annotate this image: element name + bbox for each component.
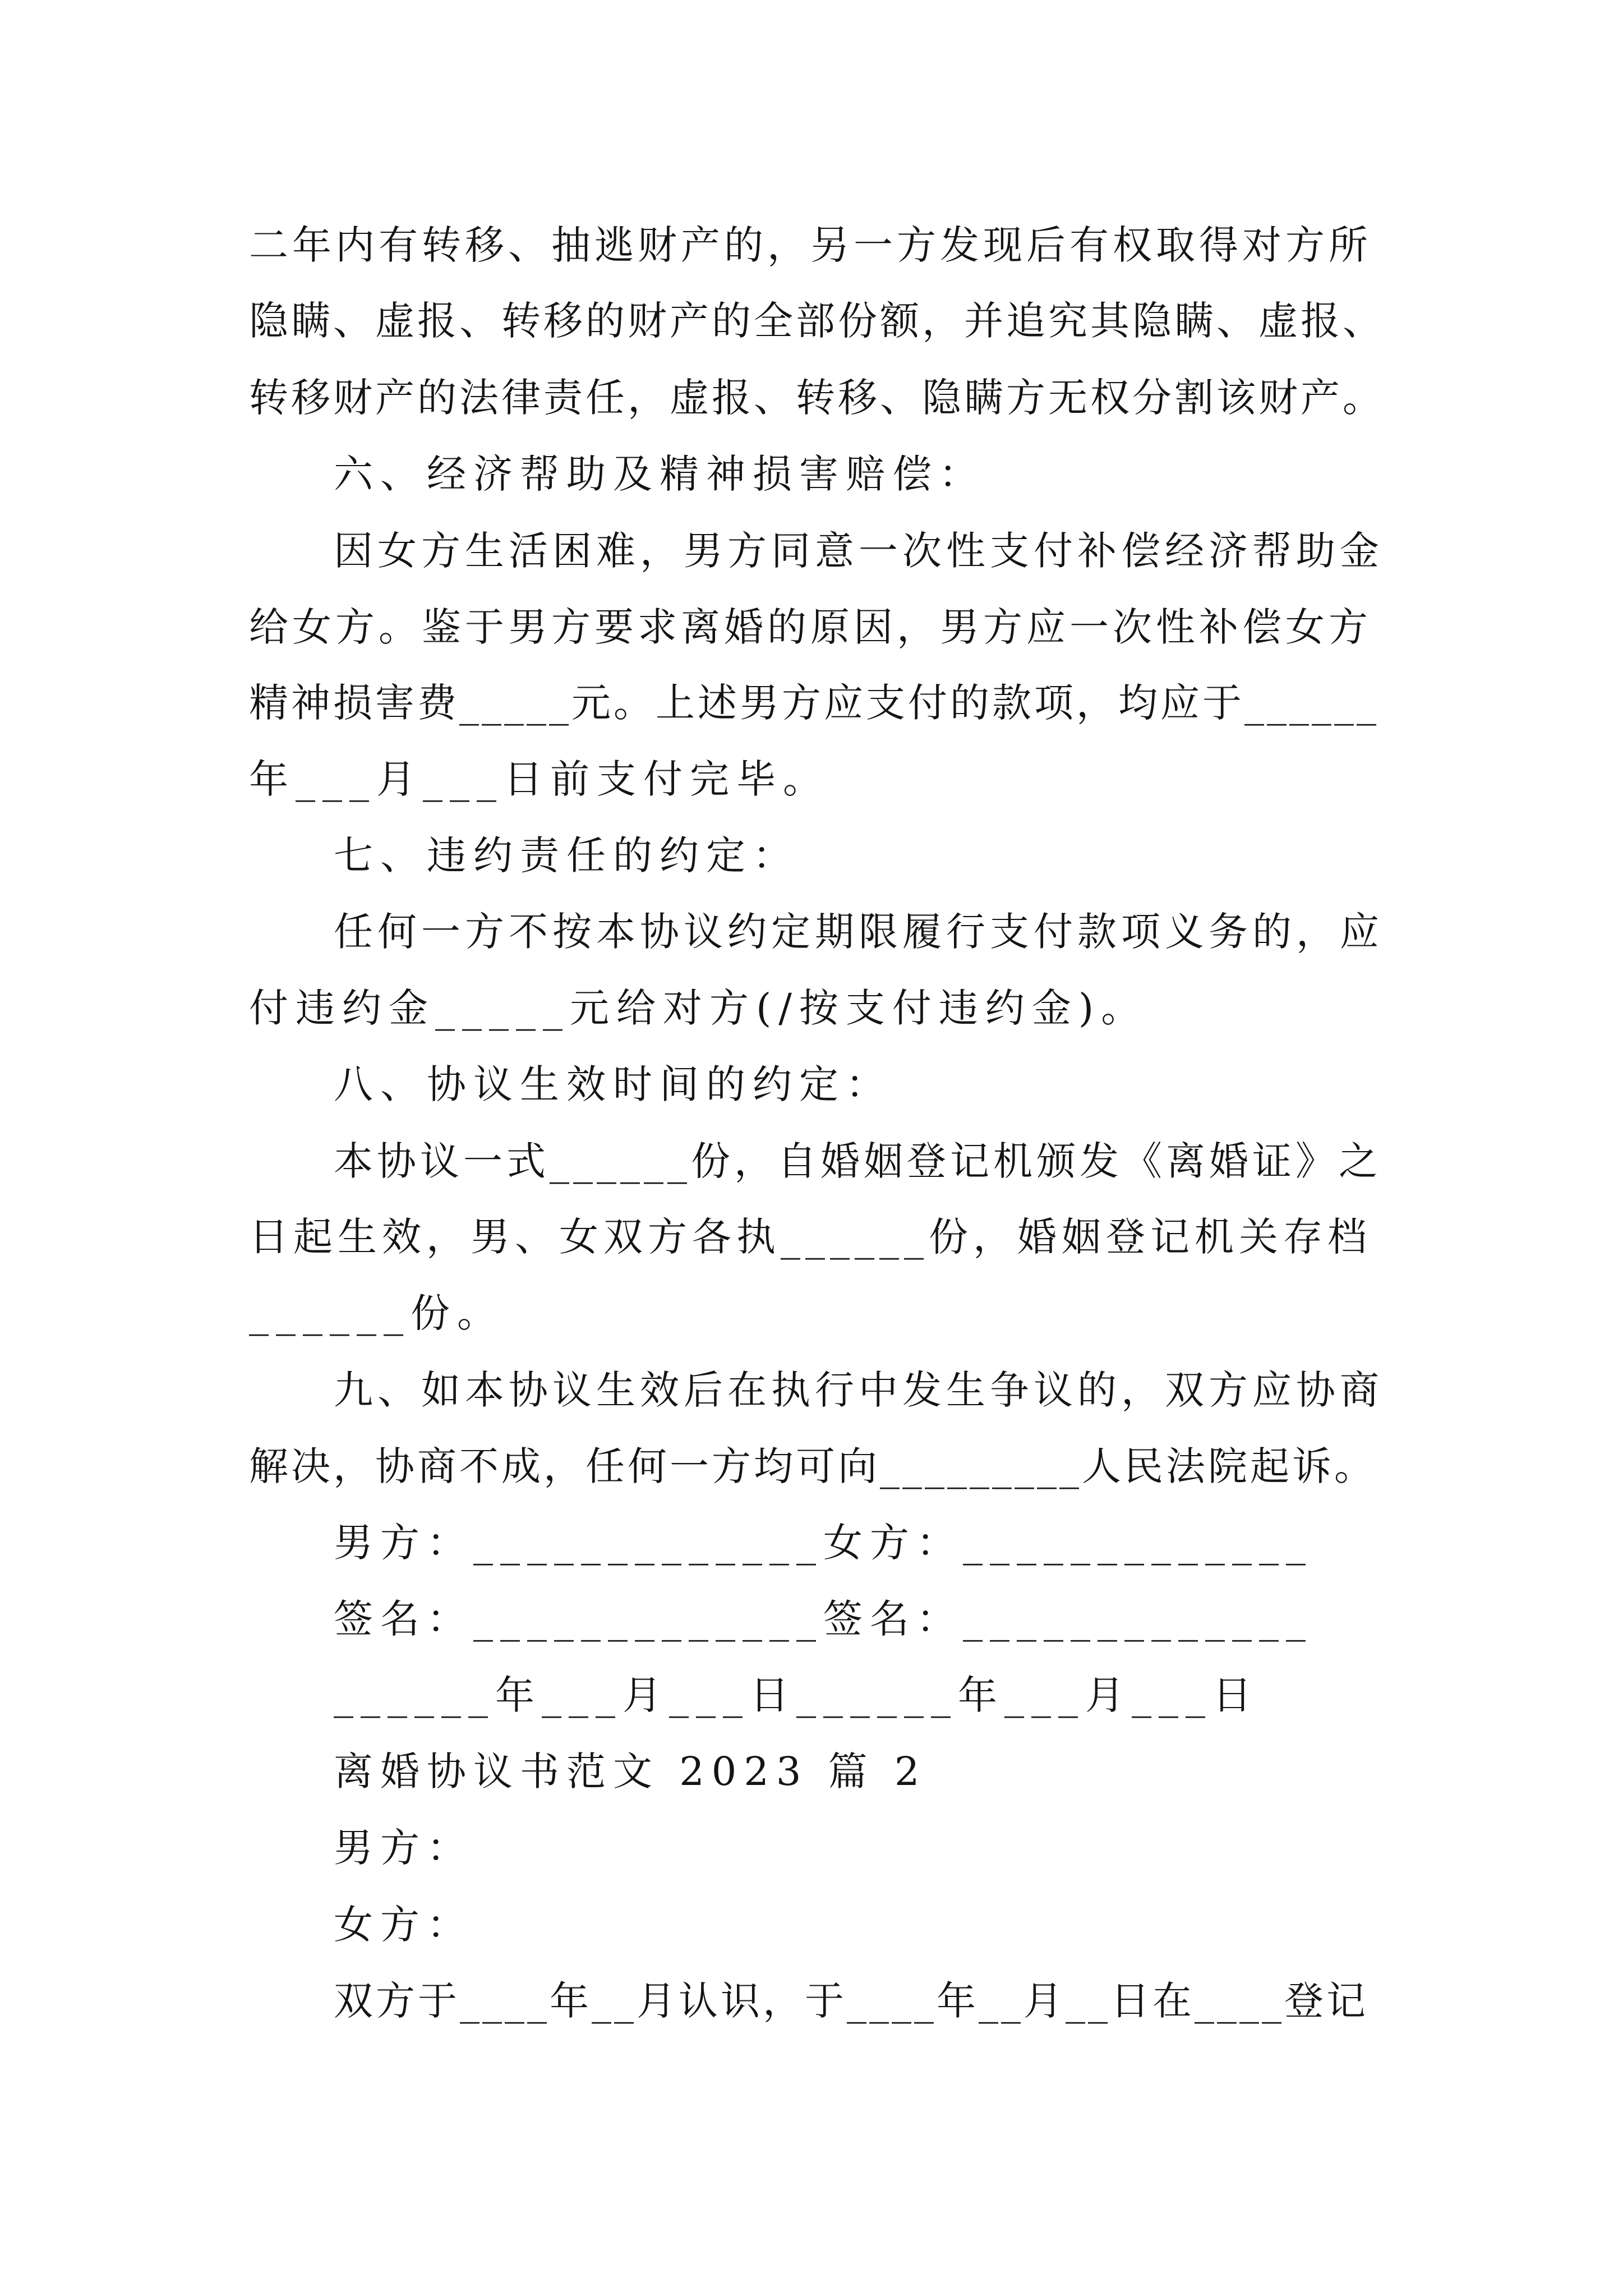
text-line: 双方于____年__月认识，于____年__月__日在____登记 bbox=[334, 1978, 1368, 2024]
text-line: 付违约金_____元给对方(/按支付违约金)。 bbox=[249, 985, 1148, 1031]
section-heading: 六、经济帮助及精神损害赔偿： bbox=[334, 451, 985, 497]
section-heading: 七、违约责任的约定： bbox=[334, 832, 799, 878]
party-female-label: 女方： bbox=[334, 1902, 473, 1948]
text-line: 年___月___日前支付完毕。 bbox=[249, 756, 829, 802]
text-line: 解决，协商不成，任何一方均可向_________人民法院起诉。 bbox=[249, 1443, 1376, 1489]
signature-line-dates: ______年___月___日______年___月___日 bbox=[334, 1672, 1259, 1718]
text-line: 二年内有转移、抽逃财产的，另一方发现后有权取得对方所 bbox=[249, 222, 1372, 268]
text-line: 九、如本协议生效后在执行中发生争议的，双方应协商 bbox=[334, 1367, 1384, 1413]
text-line: 日起生效，男、女双方各执______份，婚姻登记机关存档 bbox=[249, 1214, 1372, 1260]
signature-line-names: 签名：_____________签名：_____________ bbox=[334, 1596, 1313, 1642]
text-line: 因女方生活困难，男方同意一次性支付补偿经济帮助金 bbox=[334, 528, 1384, 574]
text-line: ______份。 bbox=[249, 1290, 504, 1336]
text-line: 任何一方不按本协议约定期限履行支付款项义务的，应 bbox=[334, 909, 1384, 955]
document-title: 离婚协议书范文 2023 篇 2 bbox=[334, 1749, 927, 1795]
text-line: 给女方。鉴于男方要求离婚的原因，男方应一次性补偿女方 bbox=[249, 604, 1372, 650]
section-heading: 八、协议生效时间的约定： bbox=[334, 1061, 892, 1107]
text-line: 隐瞒、虚报、转移的财产的全部份额，并追究其隐瞒、虚报、 bbox=[249, 298, 1385, 344]
text-line: 本协议一式______份，自婚姻登记机颁发《离婚证》之 bbox=[334, 1138, 1382, 1184]
party-male-label: 男方： bbox=[334, 1825, 473, 1871]
text-line: 精神损害费_____元。上述男方应支付的款项，均应于______ bbox=[249, 680, 1379, 726]
text-line: 转移财产的法律责任，虚报、转移、隐瞒方无权分割该财产。 bbox=[249, 375, 1385, 421]
signature-line-parties: 男方：_____________女方：_____________ bbox=[334, 1520, 1313, 1566]
